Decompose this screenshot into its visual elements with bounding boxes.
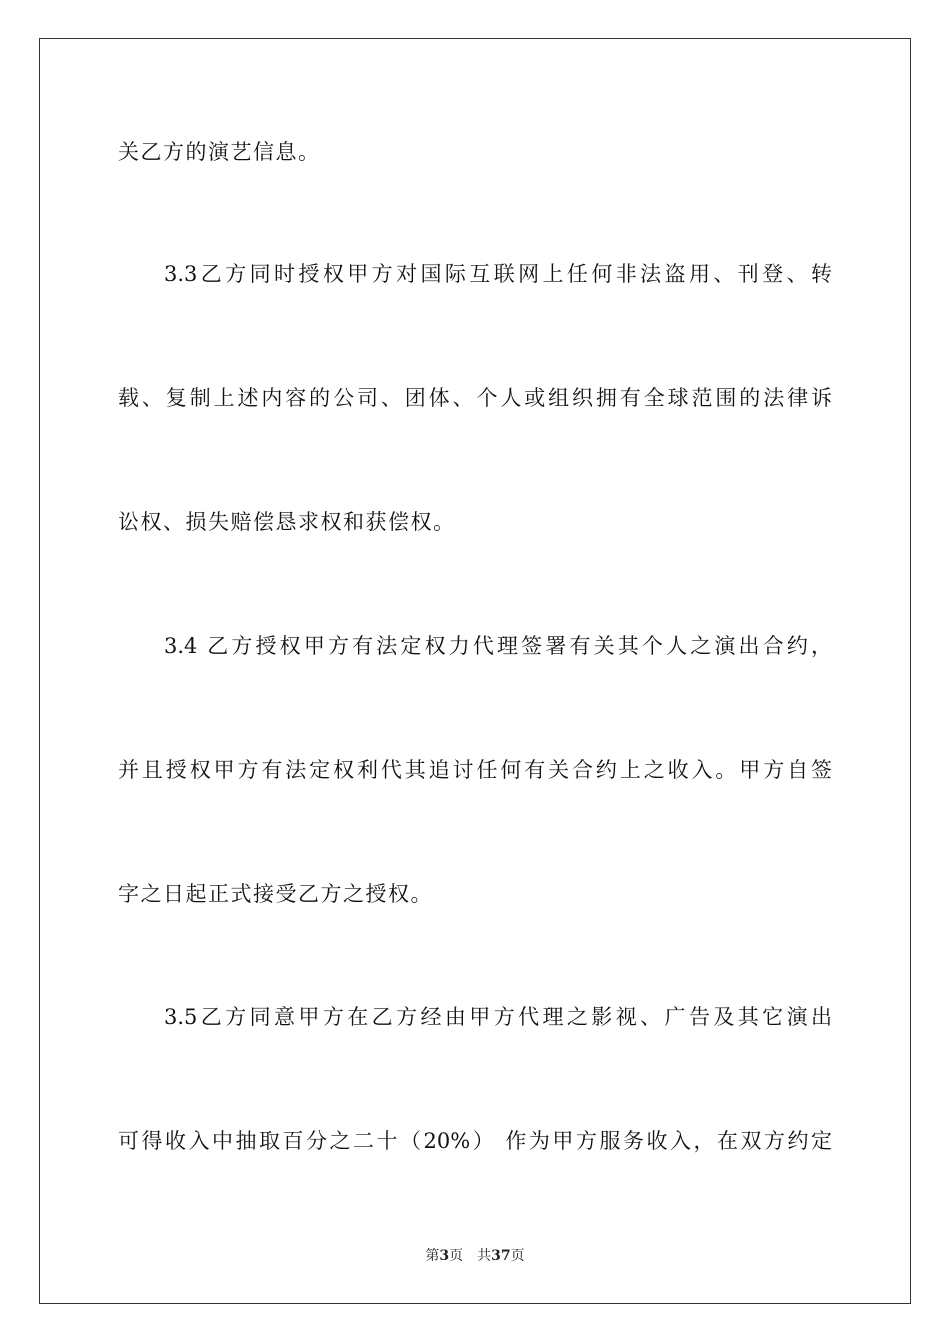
text-line-4: 讼权、损失赔偿恳求权和获偿权。 [118, 510, 456, 534]
page-total: 37 [491, 1248, 511, 1264]
text-line-8: 3.5乙方同意甲方在乙方经由甲方代理之影视、广告及其它演出 [164, 1005, 832, 1029]
text-line-9: 可得收入中抽取百分之二十（20%） 作为甲方服务收入，在双方约定 [118, 1129, 832, 1153]
text-line-2: 3.3乙方同时授权甲方对国际互联网上任何非法盗用、刊登、转 [164, 262, 832, 286]
page-current: 3 [439, 1248, 450, 1264]
page-footer [0, 1247, 950, 1265]
total-unit: 页 [510, 1248, 525, 1264]
page-border [39, 38, 911, 1304]
page-unit: 页 [449, 1248, 464, 1264]
text-line-6: 并且授权甲方有法定权利代其追讨任何有关合约上之收入。甲方自签 [118, 758, 832, 782]
text-line-5: 3.4 乙方授权甲方有法定权力代理签署有关其个人之演出合约， [164, 634, 832, 658]
page-prefix: 第 [425, 1248, 440, 1264]
text-line-7: 字之日起正式接受乙方之授权。 [118, 882, 433, 906]
text-line-1: 关乙方的演艺信息。 [118, 140, 321, 164]
text-line-3: 载、复制上述内容的公司、团体、个人或组织拥有全球范围的法律诉 [118, 386, 832, 410]
total-prefix: 共 [477, 1248, 492, 1264]
